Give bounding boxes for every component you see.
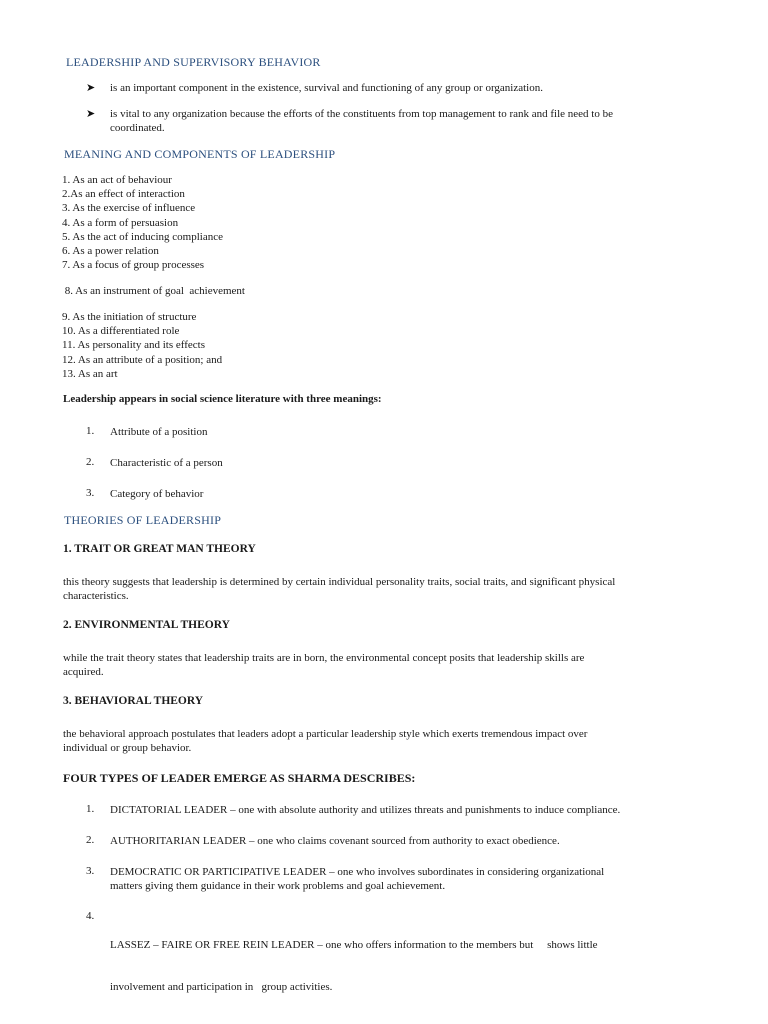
arrow-bullet-icon: ➤ [86, 108, 96, 120]
three-meanings-heading: Leadership appears in social science literature with three meanings: [63, 393, 382, 405]
leader-type-line: involvement and participation in group activities. [110, 981, 333, 993]
leader-type-line: LASSEZ – FAIRE OR FREE REIN LEADER – one who offers information to the members but shows little [110, 939, 598, 951]
page-title: LEADERSHIP AND SUPERVISORY BEHAVIOR [66, 55, 321, 69]
theory-2-heading: 2. ENVIRONMENTAL THEORY [63, 619, 230, 631]
paragraph-line: the behavioral approach postulates that leaders adopt a particular leadership style which exerts tremendous impact over [63, 728, 588, 740]
meaning-item: 3. As the exercise of influence [62, 202, 196, 215]
list-number: 3. [86, 865, 95, 877]
paragraph-line: while the trait theory states that leadership traits are in born, the environmental concept posits that leadership skills are [63, 652, 585, 664]
intro-bullet-1: is an important component in the existence, survival and functioning of any group or organization. [110, 82, 543, 94]
theory-1-heading: 1. TRAIT OR GREAT MAN THEORY [63, 543, 256, 555]
meaning-list-1 [62, 173, 223, 272]
paragraph-line: this theory suggests that leadership is determined by certain individual personality traits, social traits, and significant physical [63, 576, 616, 588]
list-number: 3. [86, 487, 95, 499]
four-types-heading: FOUR TYPES OF LEADER EMERGE AS SHARMA DESCRIBES: [63, 771, 416, 785]
list-number: 1. [86, 425, 95, 437]
leader-type-line: AUTHORITARIAN LEADER – one who claims covenant sourced from authority to exact obedience. [110, 835, 560, 847]
meaning-item: 12. As an attribute of a position; and [62, 353, 223, 366]
meaning-item: 4. As a form of persuasion [62, 216, 179, 229]
three-meaning-item: Characteristic of a person [110, 457, 223, 469]
list-number: 1. [86, 803, 95, 815]
leader-type-authoritarian [110, 834, 560, 848]
list-number: 4. [86, 910, 95, 922]
meaning-item: 11. As personality and its effects [62, 339, 205, 352]
meaning-item: 5. As the act of inducing compliance [62, 230, 223, 243]
intro-bullet-2-cont: coordinated. [110, 122, 165, 134]
intro-bullet-2: is vital to any organization because the efforts of the constituents from top management to rank and file need to be [110, 108, 613, 120]
meaning-list-2 [62, 310, 222, 381]
meaning-item: 1. As an act of behaviour [62, 174, 172, 186]
meaning-item-8: 8. As an instrument of goal achievement [62, 285, 245, 297]
leader-type-line: matters giving them guidance in their work problems and goal achievement. [110, 880, 446, 892]
meaning-item: 13. As an art [62, 367, 118, 380]
theory-2-text [63, 651, 584, 679]
paragraph-line: characteristics. [63, 590, 129, 602]
leader-type-democratic [110, 865, 604, 893]
meaning-item: 9. As the initiation of structure [62, 311, 197, 323]
section-heading-meaning: MEANING AND COMPONENTS OF LEADERSHIP [64, 147, 336, 161]
list-number: 2. [86, 456, 95, 468]
arrow-bullet-icon: ➤ [86, 82, 96, 94]
leader-type-laissez-faire [110, 910, 598, 1008]
theory-3-text [63, 727, 587, 755]
meaning-item: 10. As a differentiated role [62, 325, 180, 338]
meaning-item: 2.As an effect of interaction [62, 188, 185, 201]
theory-1-text [63, 575, 615, 603]
paragraph-line: acquired. [63, 666, 104, 678]
section-heading-theories: THEORIES OF LEADERSHIP [64, 513, 222, 527]
meaning-item: 7. As a focus of group processes [62, 259, 205, 272]
three-meaning-item: Category of behavior [110, 488, 204, 500]
three-meaning-item: Attribute of a position [110, 426, 208, 438]
paragraph-line: individual or group behavior. [63, 742, 192, 754]
theory-3-heading: 3. BEHAVIORAL THEORY [63, 695, 204, 707]
leader-type-dictatorial [110, 803, 620, 817]
meaning-item: 6. As a power relation [62, 245, 159, 258]
leader-type-line: DEMOCRATIC OR PARTICIPATIVE LEADER – one who involves subordinates in considering organizational [110, 866, 605, 878]
list-number: 2. [86, 834, 95, 846]
leader-type-line: DICTATORIAL LEADER – one with absolute authority and utilizes threats and punishments to induce compliance. [110, 804, 621, 816]
